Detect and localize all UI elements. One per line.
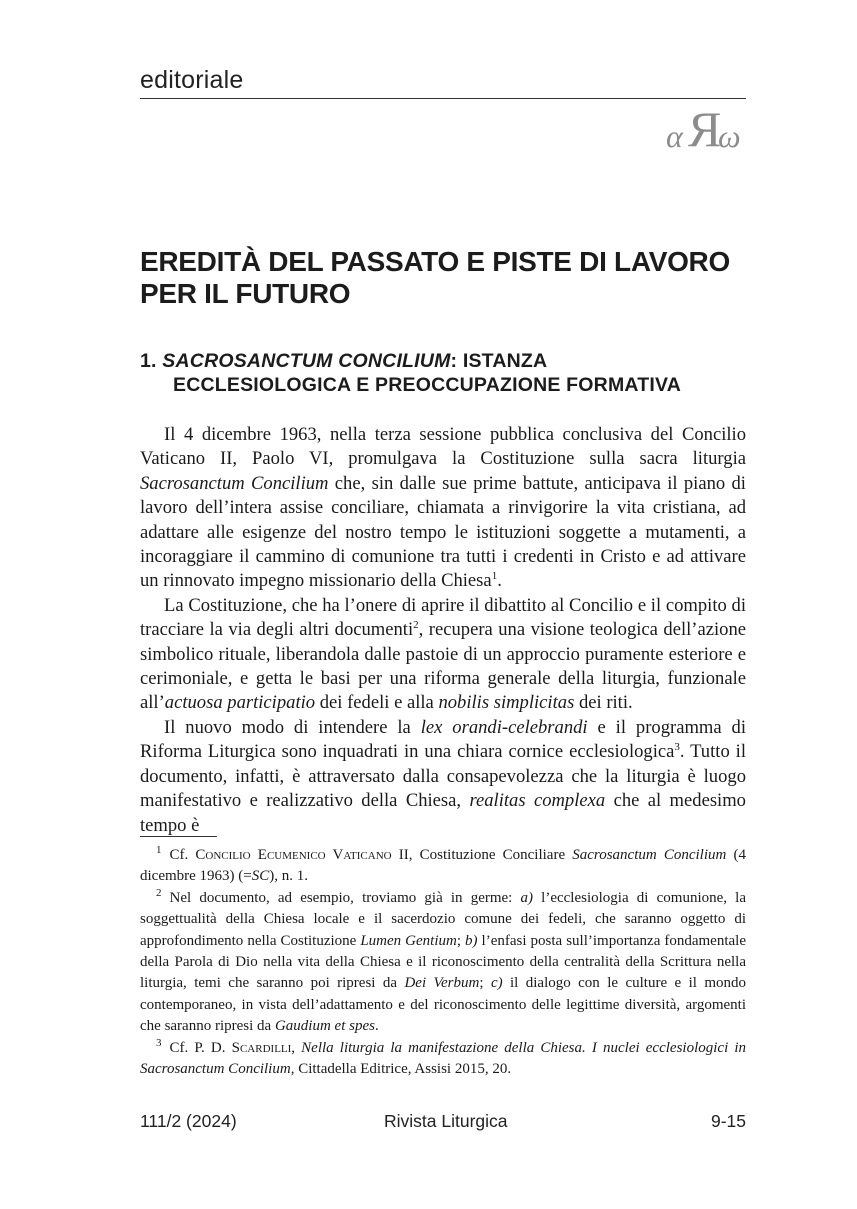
text-run: . <box>497 570 502 592</box>
italic-run: Gaudium et spes <box>274 1018 375 1035</box>
text-run: il dialogo con le culture e il mondo contemporaneo, in vista dell’adattamento e del riconoscimento delle legittime diversità, argomenti che saranno ripresi da <box>140 975 746 1035</box>
text-run: La Costituzione, che ha l’onere di aprire il dibattito al Concilio e il compito di tracciare la via degli altri documenti <box>140 594 746 641</box>
footnote-number: 3 <box>156 1036 162 1049</box>
section-number: 1. <box>140 350 157 372</box>
paragraph-3 <box>140 716 746 838</box>
italic-run: Lumen Gentium <box>360 932 457 949</box>
text-run: Il 4 dicembre 1963, nella terza sessione pubblica conclusiva del Concilio Vaticano II, Paolo VI, promulgava la Costituzione sulla sacra liturgia <box>140 424 746 470</box>
italic-run: realitas complexa <box>469 790 606 812</box>
section-heading-rest: : ISTANZA <box>450 350 548 372</box>
smallcaps-run: Concilio Ecumenico Vaticano <box>195 847 392 863</box>
italic-run: lex orandi-celebrandi <box>420 716 588 738</box>
text-run: . <box>374 1018 379 1035</box>
text-run: che, sin dalle sue prime battute, anticipava il piano di lavoro dell’intera assise conciliare, chiamata a rinvigorire la vita cristiana, ad adattare alle esigenze del nostro tempo le istituzioni soggette a mutamenti, a incoraggiare il cammino di comunione tra tutti i credenti in Cristo e ad attivare un rinnovato impegno missionario della Chiesa <box>140 472 746 592</box>
text-run: che al medesimo tempo è <box>140 790 746 836</box>
text-run: ; <box>479 975 491 992</box>
footnote-number: 2 <box>156 886 162 899</box>
text-run: ), n. 1. <box>269 868 309 885</box>
journal-logo <box>666 101 748 157</box>
footer-pages: 9-15 <box>710 1111 746 1131</box>
article-title <box>140 246 746 310</box>
text-run: , recupera una visione teologica dell’azione simbolico rituale, liberandola dalle pastoie di un approccio puramente esteriore e cerimoniale, e getta le basi per una riforma generale della liturgia, funzionale all’ <box>140 619 746 714</box>
footnote-rule <box>140 836 217 837</box>
text-run: Nel documento, ad esempio, troviamo già in germe: <box>169 889 521 906</box>
footnote-3 <box>140 1038 746 1081</box>
footer-journal: Rivista Liturgica <box>384 1111 508 1131</box>
footnote-ref-1[interactable]: 1 <box>491 570 498 583</box>
page-footer <box>140 1111 746 1135</box>
text-run: Il nuovo modo di intendere la <box>164 716 421 738</box>
paragraph-1 <box>140 423 746 594</box>
text-run: , <box>291 1039 302 1056</box>
footnote-ref-3[interactable]: 3 <box>674 741 680 754</box>
text-run: . Tutto il documento, infatti, è attraversato dalla consapevolezza che la liturgia è luogo manifestativo e realizzativo della Chiesa, <box>140 741 746 812</box>
italic-run: Sacrosanctum Concilium <box>140 472 329 494</box>
text-run: l’enfasi posta sull’importanza fondamentale della Parola di Dio nella vita della Chiesa e il riconoscimento della centralità della Scrittura nella liturgia, temi che saranno poi ripresi da <box>140 932 746 992</box>
italic-run: Sacrosanctum Concilium <box>572 847 727 863</box>
paragraph-2 <box>140 594 746 716</box>
logo-alpha: α <box>666 118 683 154</box>
footnote-ref-2[interactable]: 2 <box>413 619 419 632</box>
text-run: II, Costituzione Conciliare <box>391 847 573 863</box>
italic-run: Nella liturgia la manifestazione della Chiesa. I nuclei ecclesiologici in Sacrosanctum Concilium <box>140 1039 747 1078</box>
header-rule <box>140 98 746 99</box>
section-header-label: editoriale <box>140 66 244 94</box>
logo-omega: ω <box>718 118 741 154</box>
footnotes <box>140 845 746 1080</box>
logo-r: Я <box>688 101 722 157</box>
italic-run: SC <box>251 868 270 885</box>
text-run: Cf. P. D. <box>169 1039 232 1056</box>
text-run: ; <box>456 932 466 949</box>
italic-run: nobilis simplicitas <box>438 692 575 714</box>
section-heading-line2: ECCLESIOLOGICA E PREOCCUPAZIONE FORMATIVA <box>173 374 681 396</box>
italic-run: Dei Verbum <box>404 975 480 992</box>
italic-run: a) <box>520 889 534 906</box>
italic-run: actuosa participatio <box>164 692 316 714</box>
footnote-number: 1 <box>156 844 162 856</box>
footnote-2 <box>140 888 746 1038</box>
section-heading <box>140 349 746 397</box>
text-run: (4 dicembre 1963) (= <box>140 847 747 885</box>
body-text <box>140 423 746 838</box>
smallcaps-run: Scardilli <box>231 1039 292 1056</box>
text-run: l’ecclesiologia di comunione, la soggettualità della Chiesa locale e il sacerdozio comune dei fedeli, che saranno oggetto di approfondimento nella Costituzione <box>140 889 746 949</box>
text-run: e il programma di Riforma Liturgica sono inquadrati in una chiara cornice ecclesiologica <box>140 716 747 763</box>
footer-issue: 111/2 (2024) <box>140 1111 237 1131</box>
text-run: Cf. <box>169 847 196 863</box>
italic-run: c) <box>490 975 503 992</box>
text-run: dei riti. <box>574 692 633 714</box>
text-run: dei fedeli e alla <box>315 692 439 714</box>
section-heading-italic: SACROSANCTUM CONCILIUM <box>162 350 451 372</box>
text-run: , Cittadella Editrice, Assisi 2015, 20. <box>290 1061 512 1078</box>
italic-run: b) <box>465 932 478 949</box>
article-title-line2: PER IL FUTURO <box>140 278 351 309</box>
footnote-1 <box>140 845 746 888</box>
article-title-line1: EREDITÀ DEL PASSATO E PISTE DI LAVORO <box>140 246 730 277</box>
